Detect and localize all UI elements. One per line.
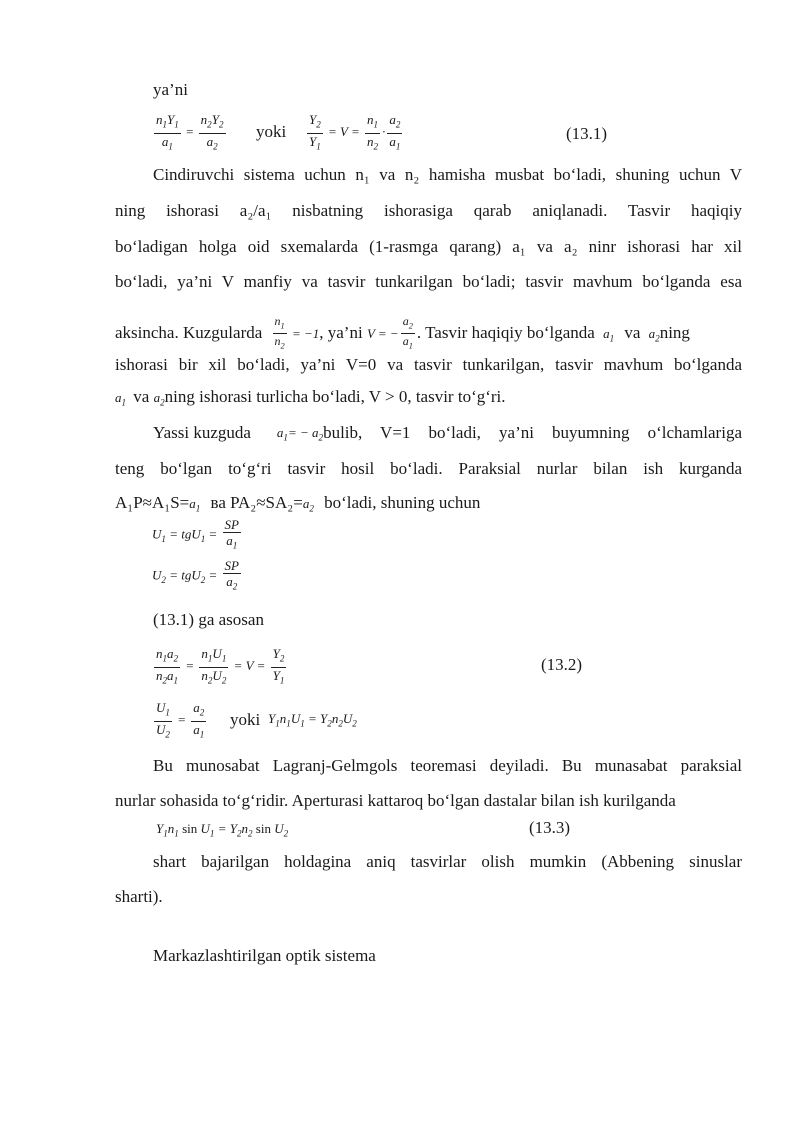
equation-number-13-2: (13.2) [541,655,583,674]
text-yoki-2: yoki [230,710,261,729]
text-yani: ya’ni [153,80,188,99]
para1-line2: ning ishorasi a₂/a₁ nisbatning ishorasiga qarab aniqlanadi. Tasvir haqiqiy [115,201,742,220]
equation-13-2: $\frac{n_1a_2}{n_2a_1}$ = $\frac{n_1U_1}{n_2U_2}$ = V = $\frac{Y_2}{Y_1}$ [156,646,285,686]
para3-line1: Bu munosabat Lagranj-Gelmgols teoremasi deyiladi. Bu munasabat paraksial [153,756,742,775]
para1-line3: bo‘ladigan holga oid sxemalarda (1-rasmga qarang) a₁ va a₂ ninr ishorasi har xil [115,237,742,256]
equation-13-3: $Y_1n_1$ $\sin U_1 = Y_2n_2$ $\sin U_2$ [156,821,289,839]
equation-u2: $U_2 = tgU_2$ = $\frac{SP}{a_2}$ [152,558,239,592]
text-yoki: yoki [256,122,287,141]
para2-line3: $A_1P\approx A_1S=a_1$ ва $PA_2\approx SA_2=a_2$ bo‘ladi, shuning uchun [115,493,481,514]
equation-13-1-alt: $\frac{Y_2}{Y_1}$ = V = $\frac{n_1}{n_2}$ · $\frac{a_2}{a_1}$ [309,112,401,152]
para2-line1: Yassi kuzguda $a_1= - a_2$ bulib, V=1 bo‘ladi, ya’ni buyumning o‘lchamlariga [153,423,742,443]
equation-13-1: $\frac{n_1Y_1}{a_1}$ = $\frac{n_2Y_2}{a_2}$ [156,112,224,152]
equation-u1: $U_1 = tgU_1$ = $\frac{SP}{a_1}$ [152,517,239,551]
equation-number-13-1: (13.1) [566,124,608,143]
para1-line5: aksincha. Kuzgularda $\frac{n_1}{n_2}$ = −1, ya’ni V = − $\frac{a_2}{a_1}$ . Tasvir haqiqiy bo‘lganda $a_1$ va $a_2ning$ [115,314,690,351]
equation-13-2-product: $Y_1n_1U_1 = Y_2n_2U_2$ [268,711,357,729]
para1-line1: Cindiruvchi sistema uchun n₁ va n₂ hamisha musbat bo‘ladi, shuning uchun V [153,165,742,184]
para4-line1: shart bajarilgan holdagina aniq tasvirlar olish mumkin (Abbening sinuslar [153,852,742,871]
para3-line2: nurlar sohasida to‘g‘ridir. Aperturasi kattaroq bo‘lgan dastalar bilan ish kurilganda [115,791,676,810]
para1-line4: bo‘ladi, ya’ni V manfiy va tasvir tunkarilgan bo‘ladi; tasvir mavhum bo‘lganda esa [115,272,742,291]
para4-line2: sharti). [115,887,163,906]
text-asosan: (13.1) ga asosan [153,610,264,629]
equation-13-2-ratio: $\frac{U_1}{U_2}$ = $\frac{a_2}{a_1}$ [156,700,205,740]
section-heading: Markazlashtirilgan optik sistema [153,946,376,965]
para1-line6: ishorasi bir xil bo‘ladi, ya’ni V=0 va tasvir tunkarilgan, tasvir mavhum bo‘lganda [115,355,742,374]
para2-line2: teng bo‘lgan to‘g‘ri tasvir hosil bo‘ladi. Paraksial nurlar bilan ish kurganda [115,459,742,478]
para1-line7: $a_1$ va $a_2ning$ ishorasi turlicha bo‘ladi, V > 0, tasvir to‘g‘ri. [115,387,506,408]
equation-number-13-3: (13.3) [529,818,571,837]
